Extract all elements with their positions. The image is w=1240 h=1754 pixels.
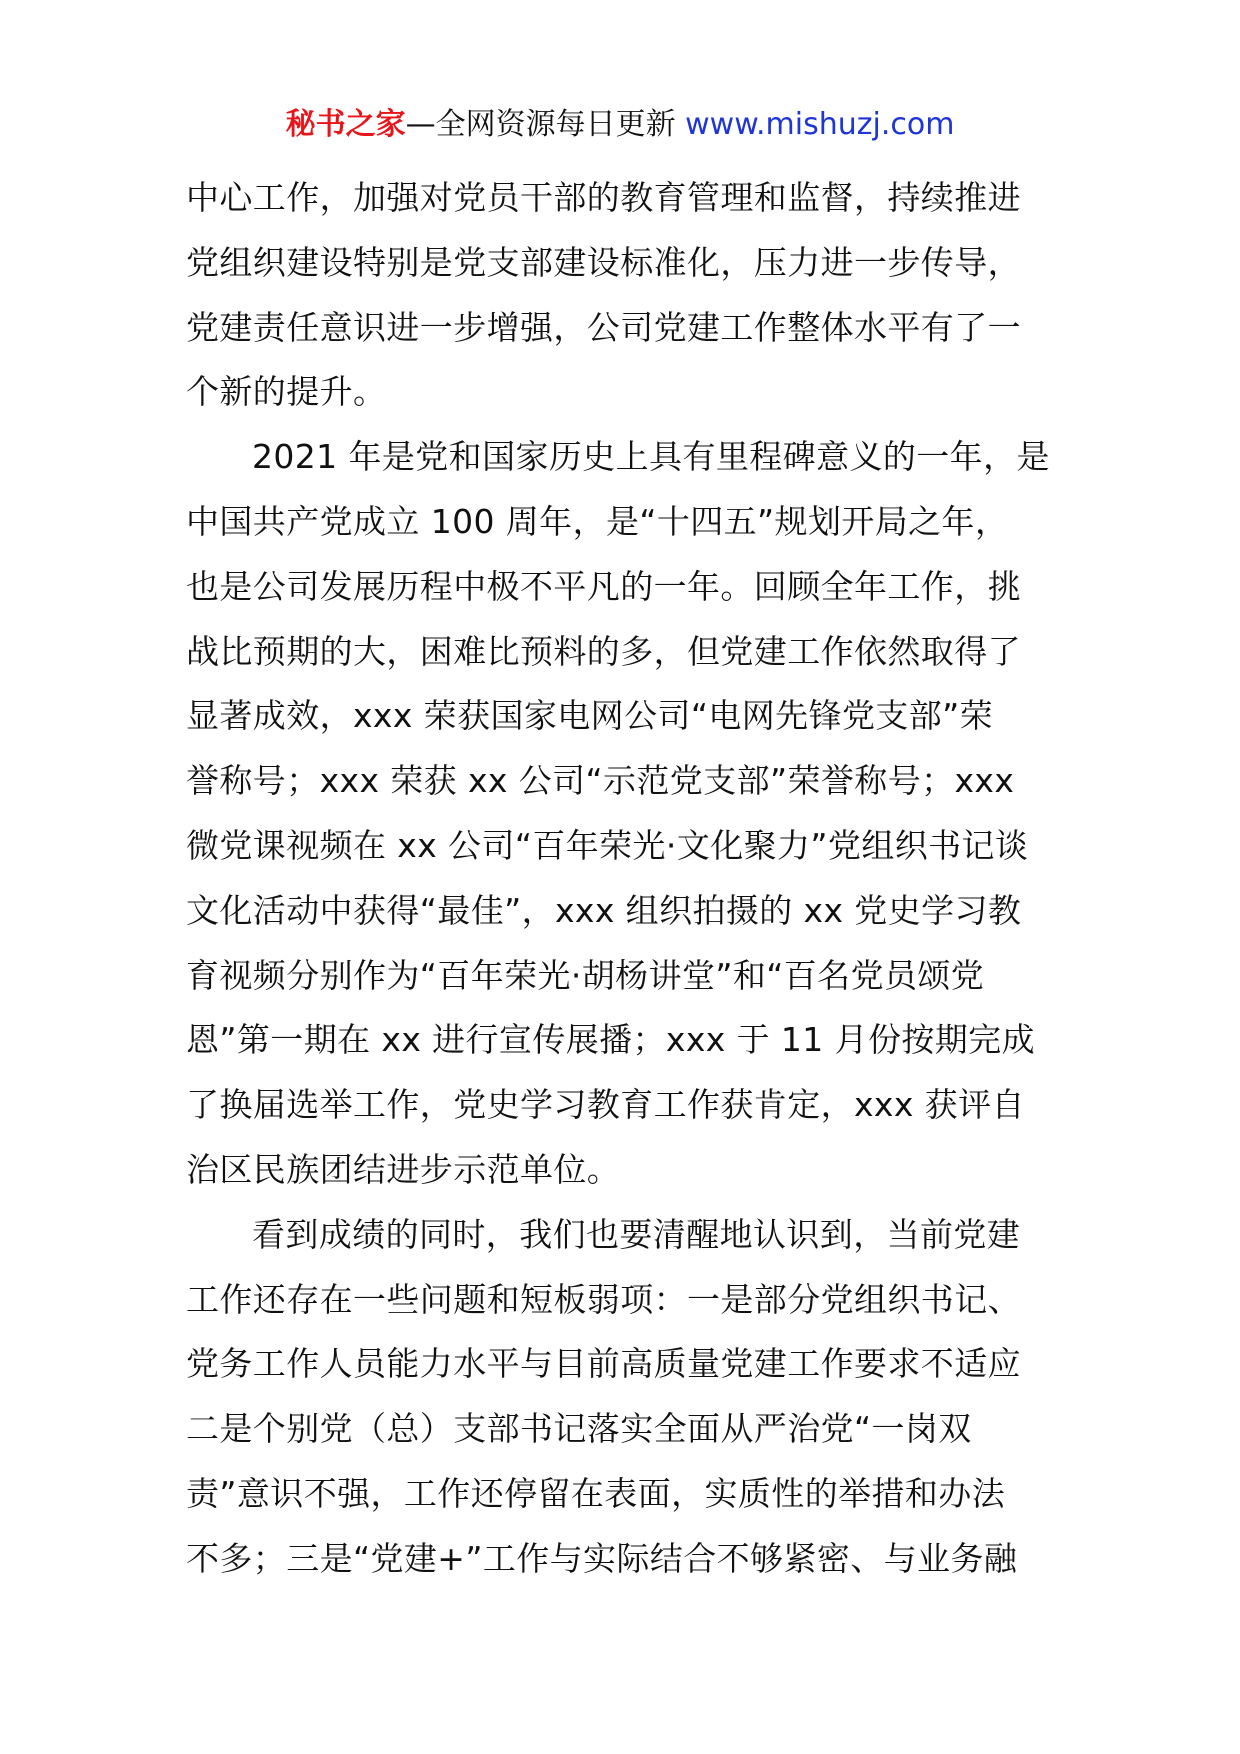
brand-name: 秘书之家 — [285, 107, 406, 142]
text-line: 治区民族团结进步示范单位。 — [186, 1149, 621, 1189]
text-line: 育视频分别作为“百年荣光·胡杨讲堂”和“百名党员颂党 — [186, 955, 985, 995]
text-line: 党建责任意识进一步增强，公司党建工作整体水平有了一 — [186, 307, 1021, 347]
text-line: 个新的提升。 — [186, 372, 387, 412]
text-line: 党务工作人员能力水平与目前高质量党建工作要求不适应 — [186, 1344, 1021, 1384]
text-line: 显著成效，xxx 荣获国家电网公司“电网先锋党支部”荣 — [186, 696, 994, 736]
text-line: 党组织建设特别是党支部建设标准化，压力进一步传导， — [186, 242, 1021, 282]
text-line: 不多；三是“党建+”工作与实际结合不够紧密、与业务融 — [186, 1538, 1018, 1578]
text-line: 微党课视频在 xx 公司“百年荣光·文化聚力”党组织书记谈 — [186, 825, 1029, 865]
paragraph-first-line: 2021 年是党和国家历史上具有里程碑意义的一年，是 — [252, 437, 1050, 477]
text-line: 中心工作，加强对党员干部的教育管理和监督，持续推进 — [186, 178, 1021, 217]
page-header — [0, 103, 1240, 147]
text-line: 战比预期的大，困难比预料的多，但党建工作依然取得了 — [186, 631, 1021, 671]
text-line: 中国共产党成立 100 周年，是“十四五”规划开局之年， — [186, 501, 1009, 541]
text-line: 恩”第一期在 xx 进行宣传展播；xxx 于 11 月份按期完成 — [186, 1020, 1035, 1060]
text-line: 二是个别党（总）支部书记落实全面从严治党“一岗双 — [186, 1409, 972, 1449]
text-line: 誉称号；xxx 荣获 xx 公司“示范党支部”荣誉称号；xxx — [186, 761, 1015, 801]
paragraph-first-line: 看到成绩的同时，我们也要清醒地认识到，当前党建 — [252, 1214, 1021, 1254]
text-line: 了换届选举工作，党史学习教育工作获肯定，xxx 获评自 — [186, 1085, 1025, 1125]
text-line: 工作还存在一些问题和短板弱项：一是部分党组织书记、 — [186, 1279, 1021, 1319]
text-line: 责”意识不强，工作还停留在表面，实质性的举措和办法 — [186, 1473, 1006, 1513]
text-line: 文化活动中获得“最佳”，xxx 组织拍摄的 xx 党史学习教 — [186, 890, 1022, 930]
header-tagline: —全网资源每日更新 — [405, 107, 676, 142]
site-url-link[interactable]: www.mishuzj.com — [685, 107, 955, 142]
document-body — [186, 166, 1056, 1592]
text-line: 也是公司发展历程中极不平凡的一年。回顾全年工作，挑 — [186, 566, 1021, 606]
